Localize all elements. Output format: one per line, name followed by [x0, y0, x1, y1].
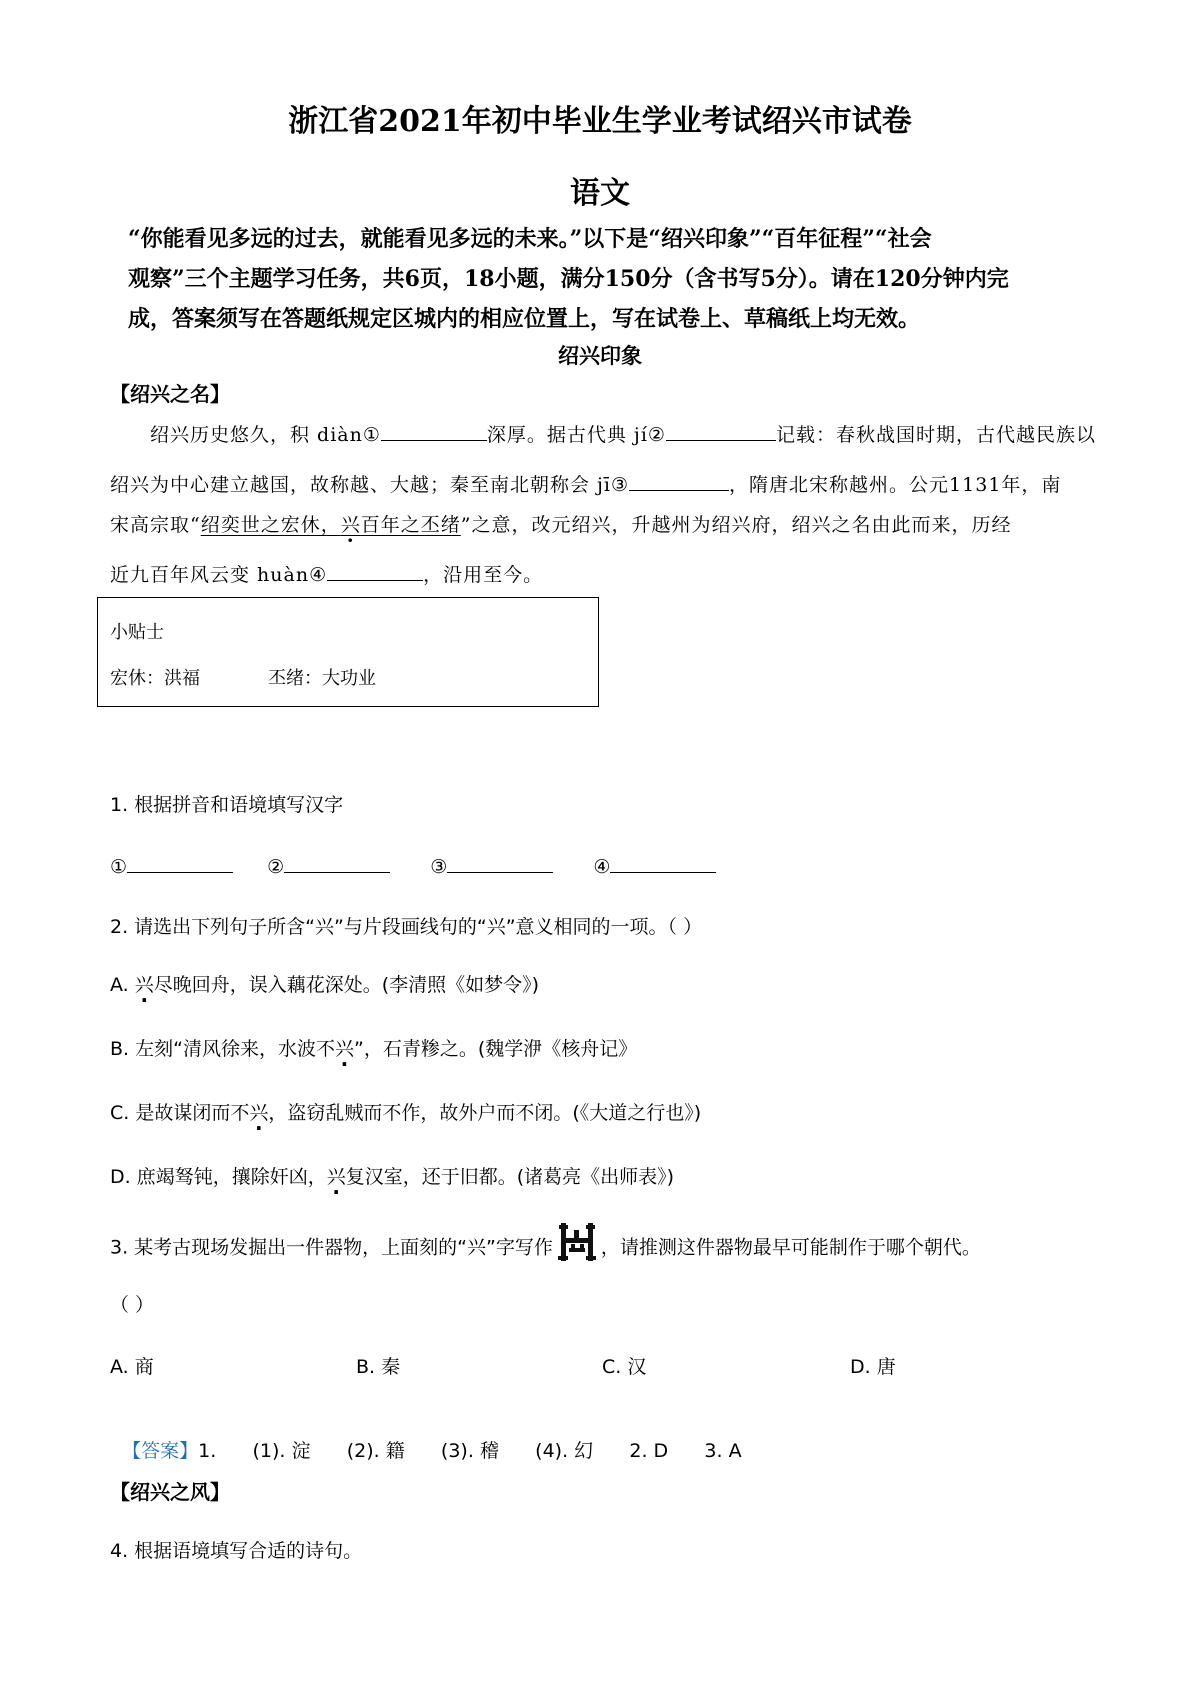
answer-text: 1. (1). 淀 (2). 籍 (3). 稽 (4). 幻 2. D 3. A: [198, 1440, 742, 1462]
passage-text: 近九百年风云变 huàn④: [110, 564, 328, 586]
tip-item-1: 宏休：洪福: [110, 668, 200, 689]
option-text: 尽晚回舟，误入藕花深处。(李清照《如梦令》): [153, 974, 540, 996]
dotted-character: 兴: [340, 514, 361, 536]
tip-item-2: 丕绪：大功业: [268, 668, 376, 689]
passage-text: ，隋唐北宋称越州。公元1131年，南: [729, 474, 1062, 496]
answer-blank-1[interactable]: [127, 852, 233, 873]
q2-option-d[interactable]: [110, 1162, 674, 1189]
fill-blank-1[interactable]: [381, 420, 487, 441]
q3-option-c[interactable]: C. 汉: [602, 1356, 647, 1378]
underlined-sentence: 百年之丕绪: [360, 514, 461, 536]
option-text: C. 是故谋闭而不: [110, 1102, 250, 1124]
question-3: [110, 1232, 981, 1264]
passage-text: ，沿用至今。: [423, 564, 544, 586]
answer-blank-3[interactable]: [447, 852, 553, 873]
q3-paren: （ ）: [110, 1294, 155, 1316]
q3-option-a[interactable]: A. 商: [110, 1356, 154, 1378]
passage-text: 深厚。据古代典 jí②: [486, 424, 666, 446]
question-1: 1. 根据拼音和语境填写汉字: [110, 794, 344, 816]
blank-label: ③: [430, 856, 448, 878]
ancient-xing-glyph-icon: [555, 1220, 599, 1264]
intro-line-2: 观察”三个主题学习任务，共6页，18小题，满分150分（含书写5分）。请在120分钟内完: [128, 266, 1009, 292]
dotted-character: 兴: [334, 1038, 354, 1060]
passage-text: 绍兴历史悠久，积 diàn①: [150, 424, 381, 446]
option-text: 复汉室，还于旧都。(诸葛亮《出师表》): [345, 1166, 675, 1188]
question-text: ，请推测这件器物最早可能制作于哪个朝代。: [600, 1236, 981, 1259]
blank-label: ①: [110, 856, 128, 878]
sub-heading-wind: 【绍兴之风】: [110, 1480, 230, 1504]
question-4: 4. 根据语境填写合适的诗句。: [110, 1540, 363, 1562]
section-heading: 绍兴印象: [558, 343, 642, 368]
question-2: 2. 请选出下列句子所含“兴”与片段画线句的“兴”意义相同的一项。（ ）: [110, 916, 703, 938]
dotted-character: 兴: [134, 974, 154, 996]
option-text: B. 左刻“清风徐来，水波不: [110, 1038, 335, 1060]
question-text: 3. 某考古现场发掘出一件器物，上面刻的“兴”字写作: [110, 1236, 553, 1259]
blank-label: ④: [593, 856, 611, 878]
passage-text: ”之意，改元绍兴，升越州为绍兴府，绍兴之名由此而来，历经: [460, 514, 1012, 536]
intro-line-3: 成，答案须写在答题纸规定区城内的相应位置上，写在试卷上、草稿纸上均无效。: [128, 306, 921, 332]
blank-label: ②: [267, 856, 285, 878]
option-text: ”，石青糁之。(魏学洢《核舟记》: [353, 1038, 638, 1060]
option-text: D. 庶竭驽钝，攘除奸凶，: [110, 1166, 327, 1188]
fill-blank-4[interactable]: [327, 560, 423, 581]
subject-title: 语文: [570, 176, 630, 211]
sub-heading-name: 【绍兴之名】: [110, 382, 230, 406]
passage-text: 记载：春秋战国时期，古代越民族以: [775, 424, 1096, 446]
page-title: 浙江省2021年初中毕业生学业考试绍兴市试卷: [288, 104, 912, 139]
q3-option-b[interactable]: B. 秦: [356, 1356, 401, 1378]
answer-line: [110, 1414, 742, 1463]
underlined-sentence: 绍奕世之宏休，: [200, 514, 341, 536]
fill-blank-2[interactable]: [666, 420, 776, 441]
passage-line-1: [150, 420, 1096, 447]
passage-text: 绍兴为中心建立越国，故称越、大越；秦至南北朝称会 jī③: [110, 474, 630, 496]
q3-option-d[interactable]: D. 唐: [850, 1356, 896, 1378]
q1-blanks: [110, 852, 716, 878]
intro-line-1: “你能看见多远的过去，就能看见多远的未来。”以下是“绍兴印象”“百年征程”“社会: [128, 226, 932, 252]
dotted-character: 兴: [249, 1102, 269, 1124]
tip-box: [97, 597, 599, 707]
passage-line-3: [110, 510, 1011, 537]
q2-option-b[interactable]: [110, 1034, 637, 1061]
answer-blank-2[interactable]: [284, 852, 390, 873]
answer-tag: 【答案】: [122, 1440, 199, 1462]
dotted-character: 兴: [326, 1166, 346, 1188]
passage-text: 宋高宗取“: [110, 514, 201, 536]
passage-line-4: [110, 560, 543, 587]
q2-option-a[interactable]: [110, 970, 539, 997]
option-text: A.: [110, 974, 135, 996]
tip-title: 小贴士: [110, 622, 164, 643]
fill-blank-3[interactable]: [629, 470, 729, 491]
option-text: ，盗窃乱贼而不作，故外户而不闭。(《大道之行也》): [268, 1102, 702, 1124]
q2-option-c[interactable]: [110, 1098, 701, 1125]
passage-line-2: [110, 470, 1061, 497]
answer-blank-4[interactable]: [610, 852, 716, 873]
